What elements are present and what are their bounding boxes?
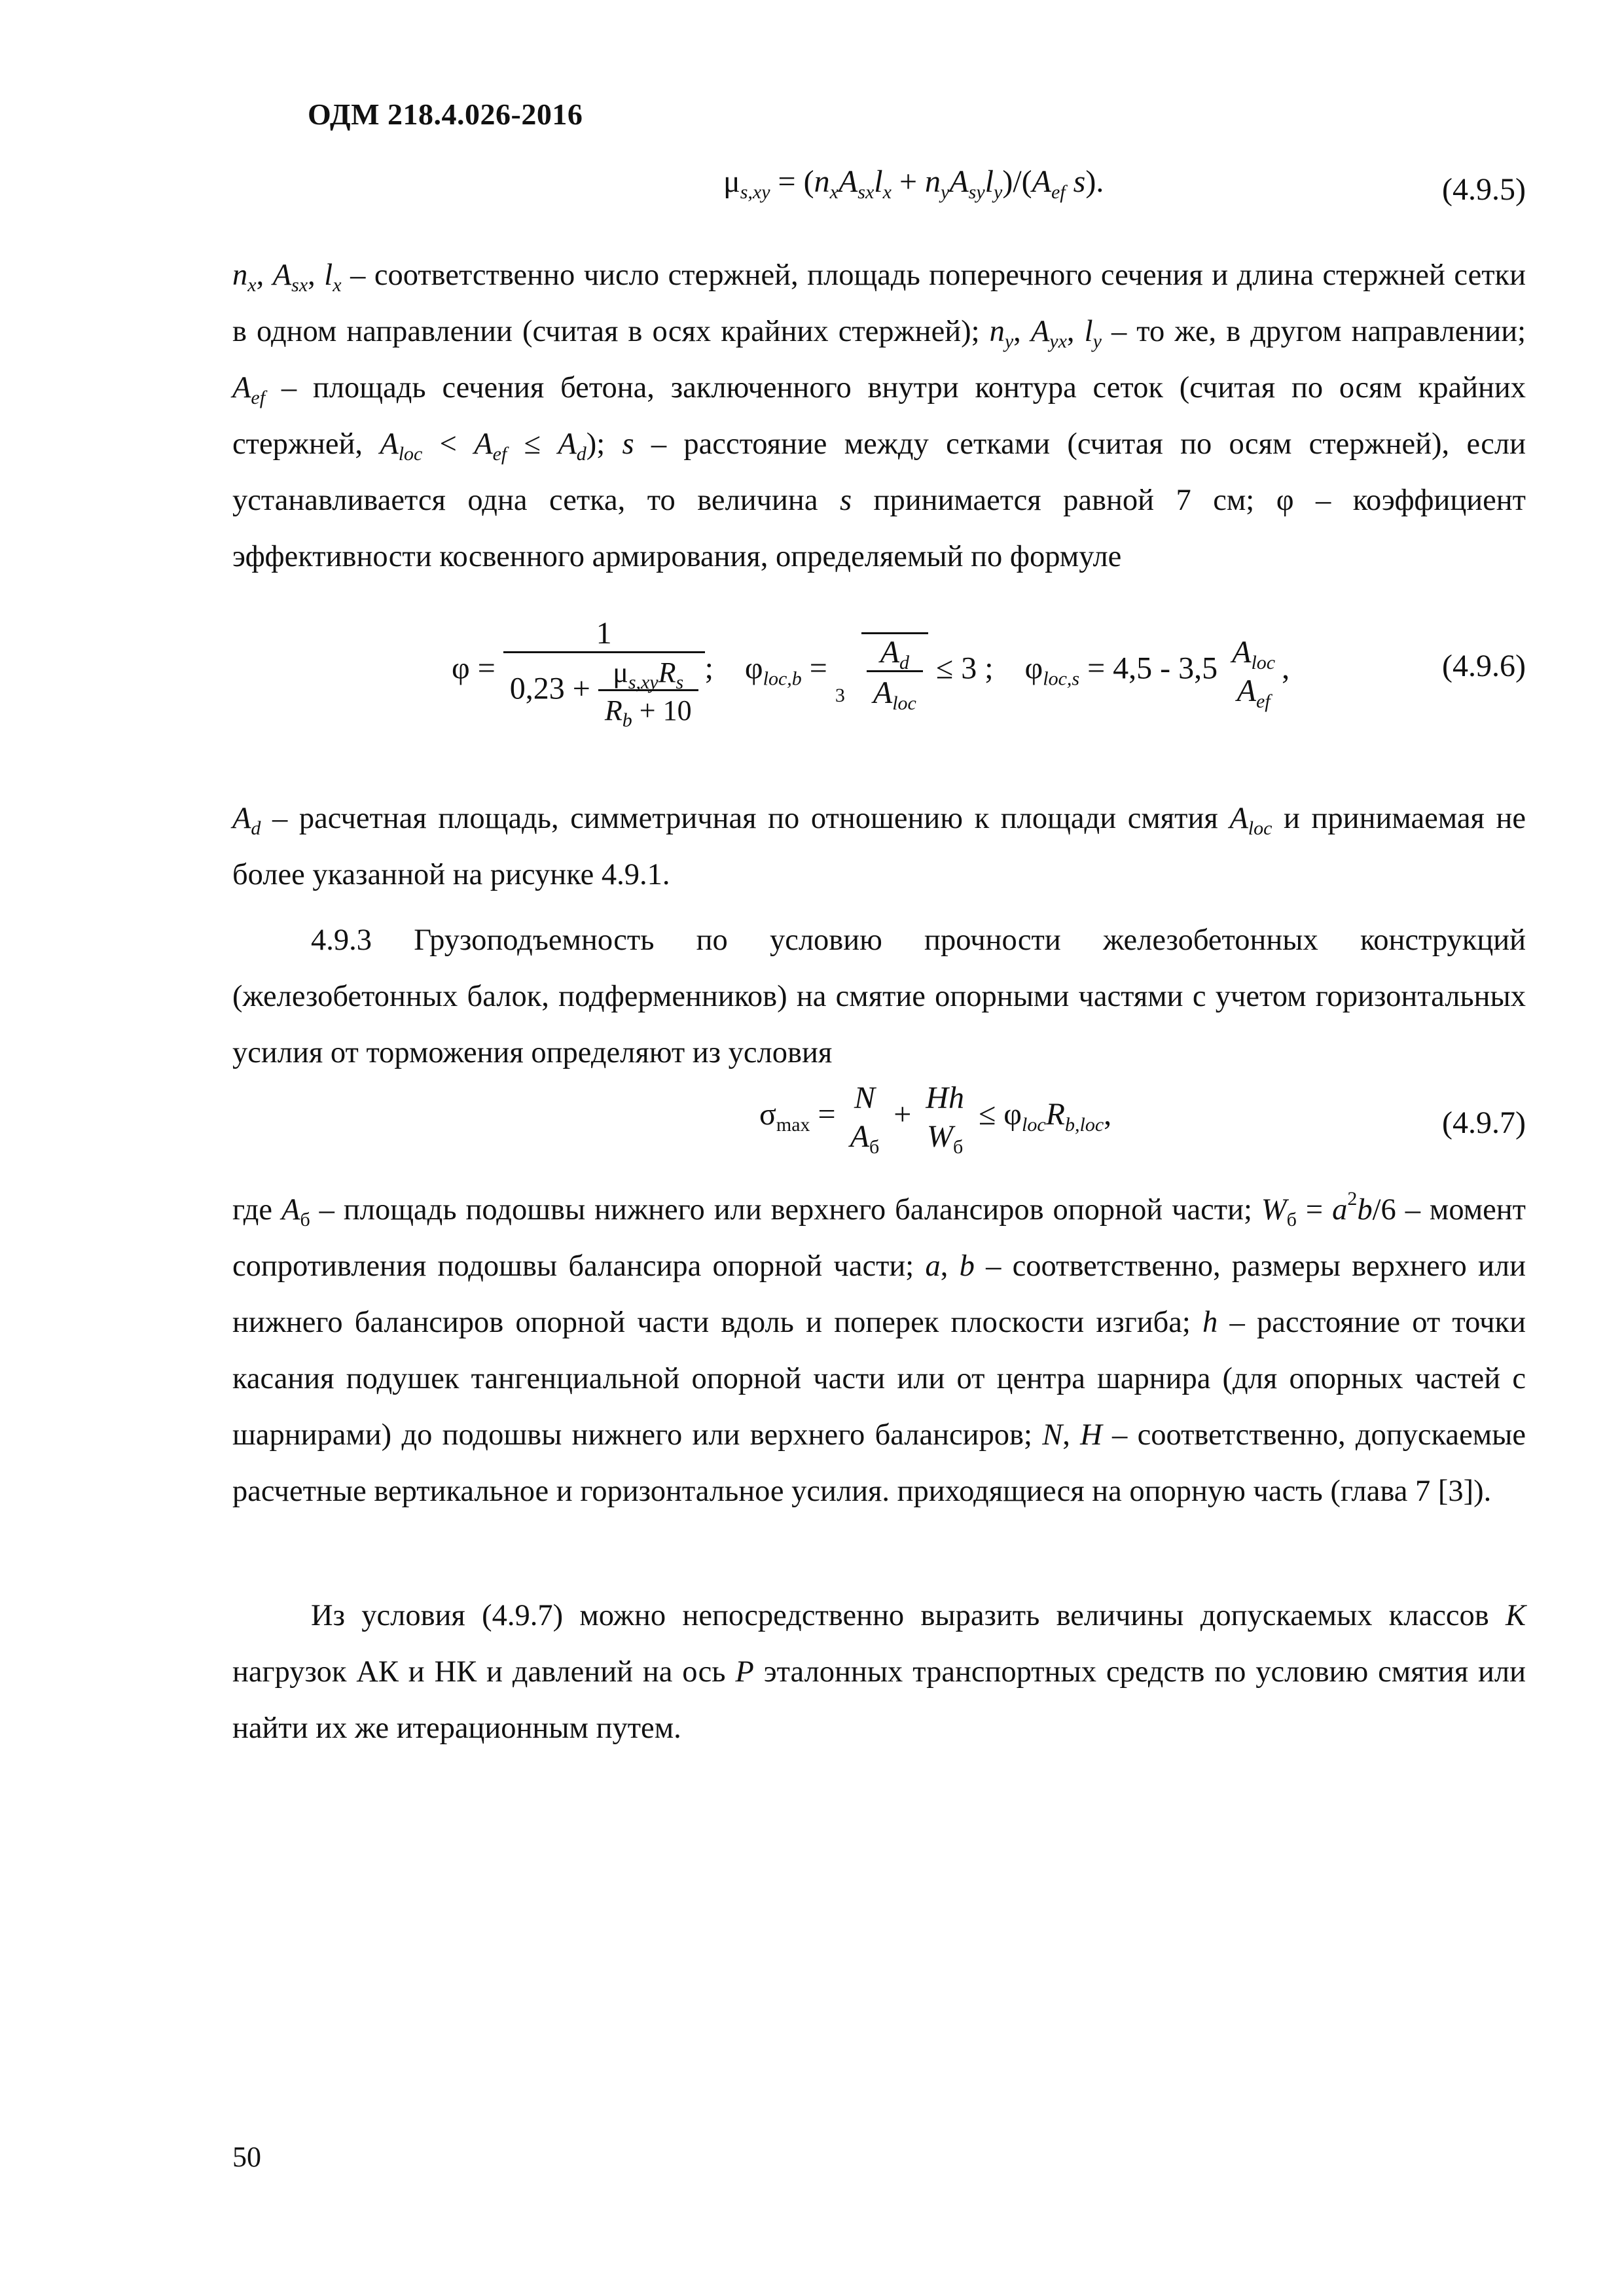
formula-4-9-6: φ = 1 0,23 + $\frac{\mu_{s,xy}R_s}{R_b + 10}$ ; $\varphi_{loc,b}$ = 3 $\frac{A_d}{A_{loc}}$ ≤ 3 ; $\varphi_{loc,s} = 4,5 - 3,5$ $A_{loc}$ $A_{ef}$ , <box>452 616 1290 731</box>
paragraph-definitions-2: $A_d$ – расчетная площадь, симметричная по отношению к площади смятия $A_{loc}$ и принимаемая не более указанной на рисунке 4.9.1. <box>232 802 1526 891</box>
fraction-n-ab: N $A_б$ <box>850 1081 880 1158</box>
paragraph-definitions-1: $n_x$, $A_{sx}$, $l_x$ – соответственно число стержней, площадь поперечного сечения и длина стержней сетки в одном направлении (считая в осях крайних стержней); $n_y$, $A_{yx}$, $l_y$ – то же, в другом направлении; $A_{ef}$ – площадь сечения бетона, заключенного внутри контура сеток (считая по осям крайних стержней, $A_{loc} < A_{ef} \le A_d$); s – расстояние между сетками (считая по осям стержней), если устанавливается одна сетка, то величина s принимается равной 7 см; φ – коэффициент эффективности косвенного армирования, определяемый по формуле <box>232 259 1526 573</box>
paragraph-section-4-9-3: 4.9.3 Грузоподъемность по условию прочности железобетонных конструкций (железобетонных балок, подферменников) на смятие опорными частями с учетом горизонтальных усилия от торможения определяют из условия <box>232 924 1526 1069</box>
fraction-phi: 1 0,23 + $\frac{\mu_{s,xy}R_s}{R_b + 10}$ <box>503 615 705 727</box>
equation-number-4-9-5: (4.9.5) <box>1442 172 1526 207</box>
equation-number-4-9-7: (4.9.7) <box>1442 1105 1526 1140</box>
paragraph-definitions-3: где $A_б$ – площадь подошвы нижнего или верхнего балансиров опорной части; $W_б = a^2b/6$ – момент сопротивления подошвы балансира опорной части; a, b – соответственно, размеры верхнего или нижнего балансиров опорной части вдоль и поперек плоскости изгиба; h – расстояние от точки касания подушек тангенциальной опорной части или от центра шарнира (для опорных частей с шарнирами) до подошвы нижнего или верхнего балансиров; N, H – соответственно, допускаемые расчетные вертикальное и горизонтальное усилия. приходящиеся на опорную часть (глава 7 [3]). <box>232 1188 1526 1508</box>
cube-root: 3 $\frac{A_d}{A_{loc}}$ <box>861 632 928 711</box>
document-code-header: ОДМ 218.4.026-2016 <box>308 98 583 131</box>
paragraph-conclusion: Из условия (4.9.7) можно непосредственно выразить величины допускаемых классов K нагрузок АК и НК и давлений на ось P эталонных транспортных средств по условию смятия или найти их же итерационным путем. <box>232 1599 1526 1745</box>
fraction-hh-wb: Hh $W_б$ <box>926 1081 964 1158</box>
formula-4-9-5: $\mu_{s,xy} = (n_xA_{sx}l_x + n_yA_{sy}l_y)/(A_{ef}$ s). <box>723 164 1104 203</box>
equation-number-4-9-6: (4.9.6) <box>1442 649 1526 683</box>
page-number: 50 <box>232 2141 261 2173</box>
formula-4-9-7: $\sigma_{max}$ = N $A_б$ + Hh $W_б$ ≤ $\varphi_{loc}R_{b,loc}$, <box>759 1081 1112 1158</box>
fraction-aloc-aef: $A_{loc}$ $A_{ef}$ <box>1232 634 1276 712</box>
